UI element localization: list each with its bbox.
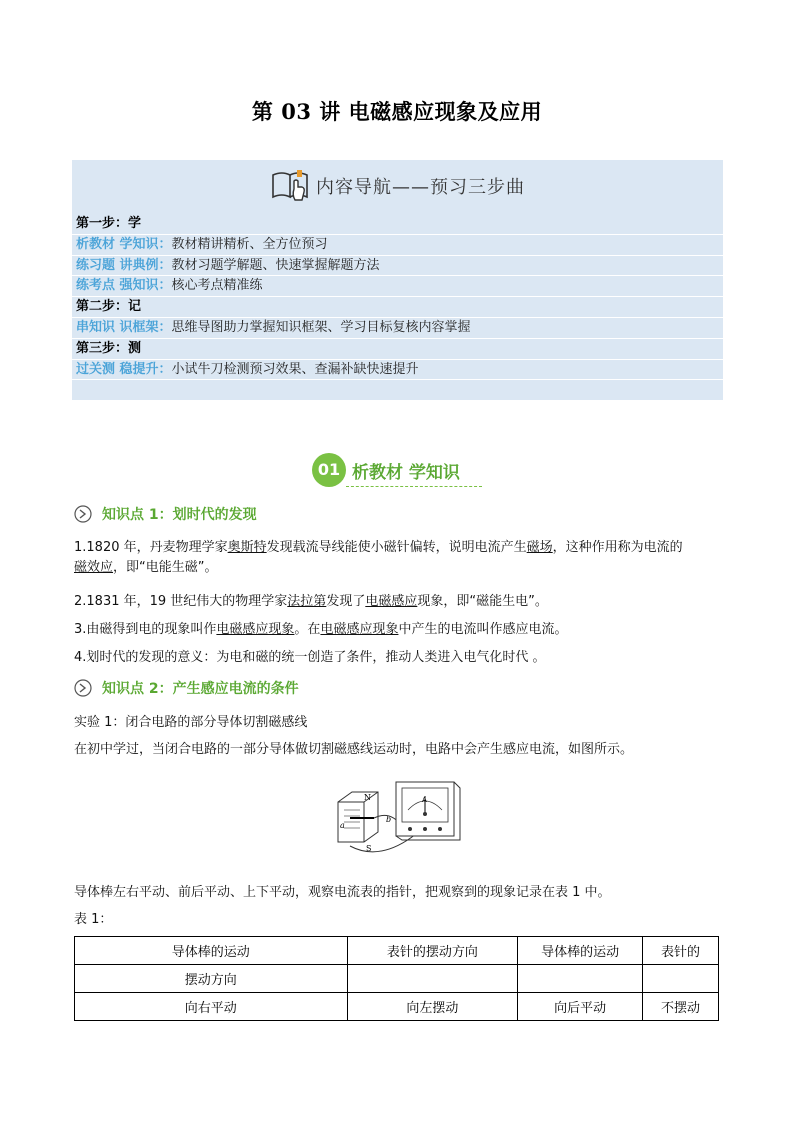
nav-header-text: 内容导航——预习三步曲 — [316, 177, 525, 198]
underlined-term: 电磁感应现象 — [216, 622, 295, 637]
nav-empty-row — [72, 380, 723, 401]
kp2-title: 知识点 2：产生感应电流的条件 — [102, 681, 299, 697]
underlined-term: 磁效应 — [74, 560, 114, 575]
nav-key: 串知识 识框架： — [76, 319, 172, 335]
text: 。在 — [294, 622, 321, 637]
step-label: 第二步：记 — [76, 299, 142, 315]
horseshoe-magnet — [338, 792, 391, 853]
table-cell: 摆动方向 — [75, 965, 348, 993]
kp1-paragraph-1 — [74, 538, 724, 578]
underlined-term: 电磁感应现象 — [320, 622, 399, 637]
text: 发现载流导线能使小磁针偏转，说明电流产生 — [266, 540, 527, 555]
table-cell: 向右平动 — [75, 993, 348, 1021]
nav-header — [72, 160, 723, 212]
nav-key: 练考点 强知识： — [76, 278, 172, 294]
content-navigation-box — [72, 160, 723, 401]
table-1-label: 表 1： — [74, 912, 113, 927]
nav-desc: 思维导图助力掌握知识框架、学习目标复核内容掌握 — [171, 319, 471, 335]
nav-item — [72, 276, 723, 297]
table-cell — [518, 965, 643, 993]
kp1-paragraph-3 — [74, 620, 724, 640]
nav-rows — [72, 214, 723, 401]
south-label: S — [366, 844, 372, 853]
text: 1.1820 年，丹麦物理学家 — [74, 540, 228, 555]
meter-label: A — [422, 796, 427, 804]
arrow-circle-icon — [74, 505, 92, 523]
table-cell: 导体棒的运动 — [518, 937, 643, 965]
nav-desc: 教材精讲精析、全方位预习 — [171, 236, 328, 252]
nav-item — [72, 235, 723, 256]
text: 3.由磁得到电的现象叫作 — [74, 622, 217, 637]
text: 现象，即“磁能生电”。 — [417, 594, 548, 609]
ammeter — [396, 782, 460, 840]
text: ，这种作用称为电流的 — [552, 540, 683, 555]
table-cell: 向后平动 — [518, 993, 643, 1021]
page-title: 第 03 讲 电磁感应现象及应用 — [251, 99, 543, 124]
underlined-term: 奥斯特 — [227, 540, 267, 555]
book-hand-icon — [270, 167, 312, 205]
text: 发现了 — [326, 594, 366, 609]
table-cell: 表针的摆动方向 — [347, 937, 518, 965]
nav-desc: 教材习题学解题、快速掌握解题方法 — [171, 257, 380, 273]
underlined-term: 磁场 — [526, 540, 553, 555]
nav-key: 练习题 讲典例： — [76, 257, 172, 273]
nav-step-2 — [72, 297, 723, 318]
section-underline — [346, 486, 482, 487]
kp1-paragraph-2 — [74, 592, 724, 612]
nav-key: 析教材 学知识： — [76, 236, 172, 252]
table-cell: 不摆动 — [643, 993, 719, 1021]
table-cell: 表针的 — [643, 937, 719, 965]
nav-key: 过关测 稳提升： — [76, 361, 172, 377]
text: 2.1831 年，19 世纪伟大的物理学家 — [74, 594, 288, 609]
nav-desc: 核心考点精准练 — [171, 278, 263, 294]
kp1-title: 知识点 1：划时代的发现 — [102, 507, 257, 523]
underlined-term: 电磁感应 — [365, 594, 418, 609]
table-cell: 导体棒的运动 — [75, 937, 348, 965]
nav-desc: 小试牛刀检测预习效果、查漏补缺快速提升 — [171, 361, 419, 377]
table-cell: 向左摆动 — [347, 993, 518, 1021]
knowledge-point-2-heading — [74, 678, 299, 698]
table-cell — [347, 965, 518, 993]
kp1-paragraph-4: 4.划时代的发现的意义：为电和磁的统一创造了条件，推动人类进入电气化时代 。 — [74, 650, 546, 665]
section-badge — [312, 452, 460, 488]
text: ，即“电能生磁”。 — [113, 560, 218, 575]
table-row — [75, 993, 719, 1021]
step-label: 第一步：学 — [76, 216, 142, 231]
nav-item — [72, 256, 723, 277]
underlined-term: 法拉第 — [287, 594, 327, 609]
section-number: 01 — [312, 453, 346, 487]
nav-item — [72, 360, 723, 381]
table-cell — [643, 965, 719, 993]
nav-step-1 — [72, 214, 723, 235]
table-row — [75, 937, 719, 965]
table-1 — [74, 936, 719, 1021]
text: 中产生的电流叫作感应电流。 — [398, 622, 568, 637]
table-row — [75, 965, 719, 993]
section-label: 析教材 学知识 — [352, 462, 460, 483]
knowledge-point-1-heading — [74, 504, 257, 524]
nav-step-3 — [72, 339, 723, 360]
north-label: N — [364, 793, 371, 802]
arrow-circle-icon — [74, 679, 92, 697]
experiment-1-label: 实验 1：闭合电路的部分导体切割磁感线 — [74, 715, 308, 730]
nav-item — [72, 318, 723, 339]
kp2-paragraph-1: 在初中学过，当闭合电路的一部分导体做切割磁感线运动时，电路中会产生感应电流，如图所示。 — [74, 742, 634, 757]
step-label: 第三步：测 — [76, 340, 142, 356]
label-a: a — [340, 821, 345, 830]
label-b: b — [386, 815, 392, 824]
kp2-paragraph-2: 导体棒左右平动、前后平动、上下平动，观察电流表的指针，把观察到的现象记录在表 1 中。 — [74, 885, 611, 900]
induction-experiment-figure — [330, 770, 465, 860]
